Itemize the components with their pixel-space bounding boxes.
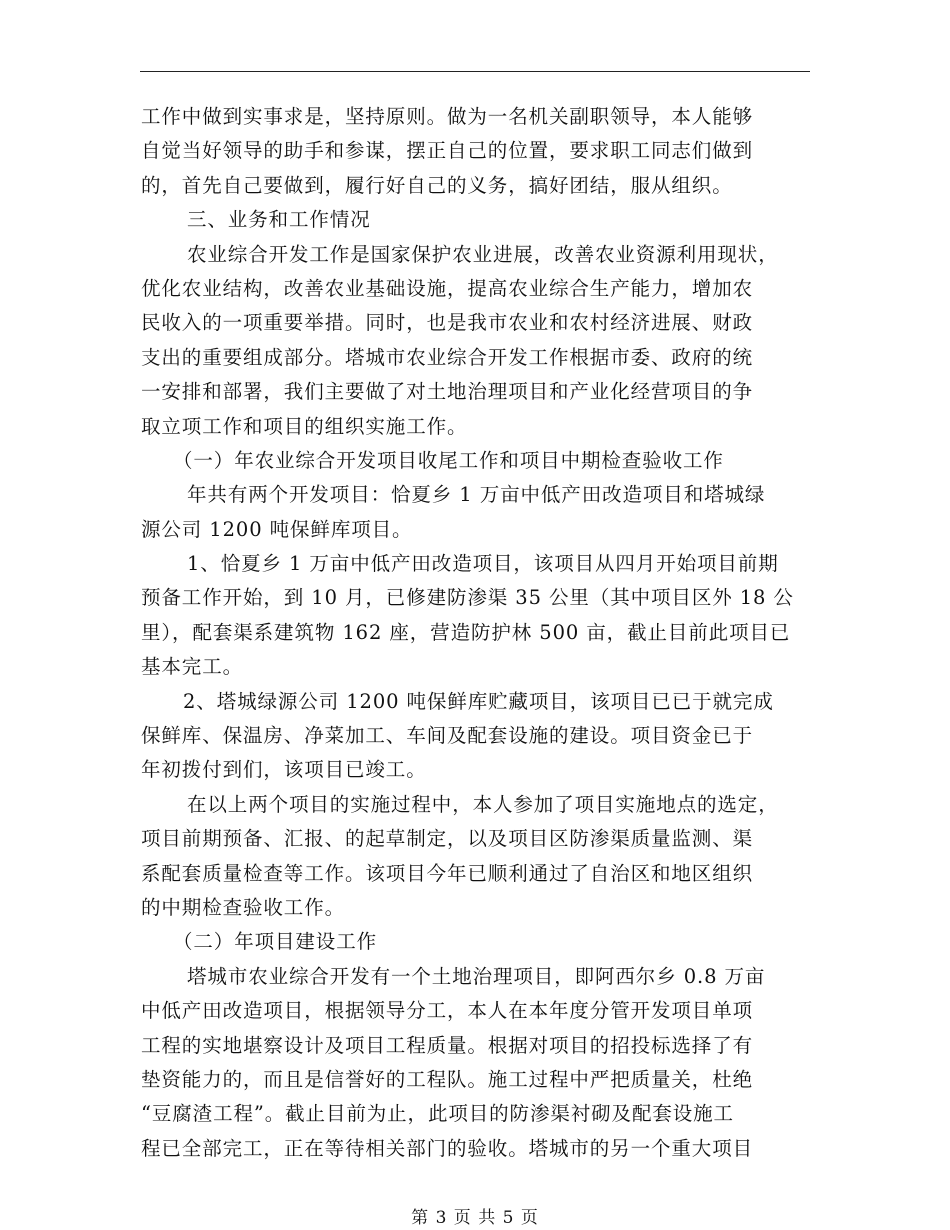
text-line: 系配套质量检查等工作。该项目今年已顺利通过了自治区和地区组织 <box>141 861 754 885</box>
text-line: 垫资能力的，而且是信誉好的工程队。施工过程中严把质量关，杜绝 <box>141 1067 754 1091</box>
section-heading: 三、业务和工作情况 <box>187 208 371 232</box>
page-number: 第 3 页 共 5 页 <box>411 1208 539 1228</box>
text-line: 优化农业结构，改善农业基础设施，提高农业综合生产能力，增加农 <box>141 276 754 300</box>
text-line: 农业综合开发工作是国家保护农业进展，改善农业资源利用现状， <box>187 242 779 266</box>
text-line: 民收入的一项重要举措。同时，也是我市农业和农村经济进展、财政 <box>141 311 754 335</box>
text-line: 工作中做到实事求是，坚持原则。做为一名机关副职领导，本人能够 <box>141 105 754 128</box>
text-line: 工程的实地堪察设计及项目工程质量。根据对项目的招投标选择了有 <box>141 1033 754 1057</box>
text-line: 2、塔城绿源公司 1200 吨保鲜库贮藏项目，该项目已已于就完成 <box>183 689 774 713</box>
text-line: 支出的重要组成部分。塔城市农业综合开发工作根据市委、政府的统 <box>141 345 754 369</box>
text-line: 项目前期预备、汇报、的起草制定，以及项目区防渗渠质量监测、渠 <box>141 827 754 851</box>
text-line: 一安排和部署，我们主要做了对土地治理项目和产业化经营项目的争 <box>141 380 754 404</box>
header-rule <box>140 71 810 72</box>
text-line: 基本完工。 <box>141 655 244 679</box>
text-line: 1、恰夏乡 1 万亩中低产田改造项目，该项目从四月开始项目前期 <box>187 552 779 576</box>
text-line: 保鲜库、保温房、净菜加工、车间及配套设施的建设。项目资金已于 <box>141 724 754 748</box>
text-line: 塔城市农业综合开发有一个土地治理项目，即阿西尔乡 0.8 万亩 <box>187 964 766 988</box>
text-line: 自觉当好领导的助手和参谋，摆正自己的位置，要求职工同志们做到 <box>141 139 754 163</box>
text-line: 中低产田改造项目，根据领导分工，本人在本年度分管开发项目单项 <box>141 999 754 1023</box>
document-body <box>141 100 813 1166</box>
text-line: 年初拨付到们，该项目已竣工。 <box>141 758 427 782</box>
text-line: 的中期检查验收工作。 <box>141 895 346 919</box>
text-line: 程已全部完工，正在等待相关部门的验收。塔城市的另一个重大项目 <box>141 1136 754 1160</box>
text-line: 年共有两个开发项目：恰夏乡 1 万亩中低产田改造项目和塔城绿 <box>187 483 766 507</box>
text-line: 预备工作开始，到 10 月，已修建防渗渠 35 公里（其中项目区外 18 公 <box>141 586 794 610</box>
text-line: 源公司 1200 吨保鲜库项目。 <box>141 517 413 541</box>
subsection-heading: （二）年项目建设工作 <box>173 930 378 954</box>
subsection-heading: （一）年农业综合开发项目收尾工作和项目中期检查验收工作 <box>173 448 724 472</box>
text-line: 取立项工作和项目的组织实施工作。 <box>141 414 468 438</box>
text-line: 的，首先自己要做到，履行好自己的义务，搞好团结，服从组织。 <box>141 173 733 197</box>
text-line: 在以上两个项目的实施过程中，本人参加了项目实施地点的选定， <box>187 792 779 816</box>
text-line: “豆腐渣工程”。截止目前为止，此项目的防渗渠衬砌及配套设施工 <box>141 1102 734 1126</box>
text-line: 里），配套渠系建筑物 162 座，营造防护林 500 亩，截止目前此项目已 <box>141 620 791 644</box>
